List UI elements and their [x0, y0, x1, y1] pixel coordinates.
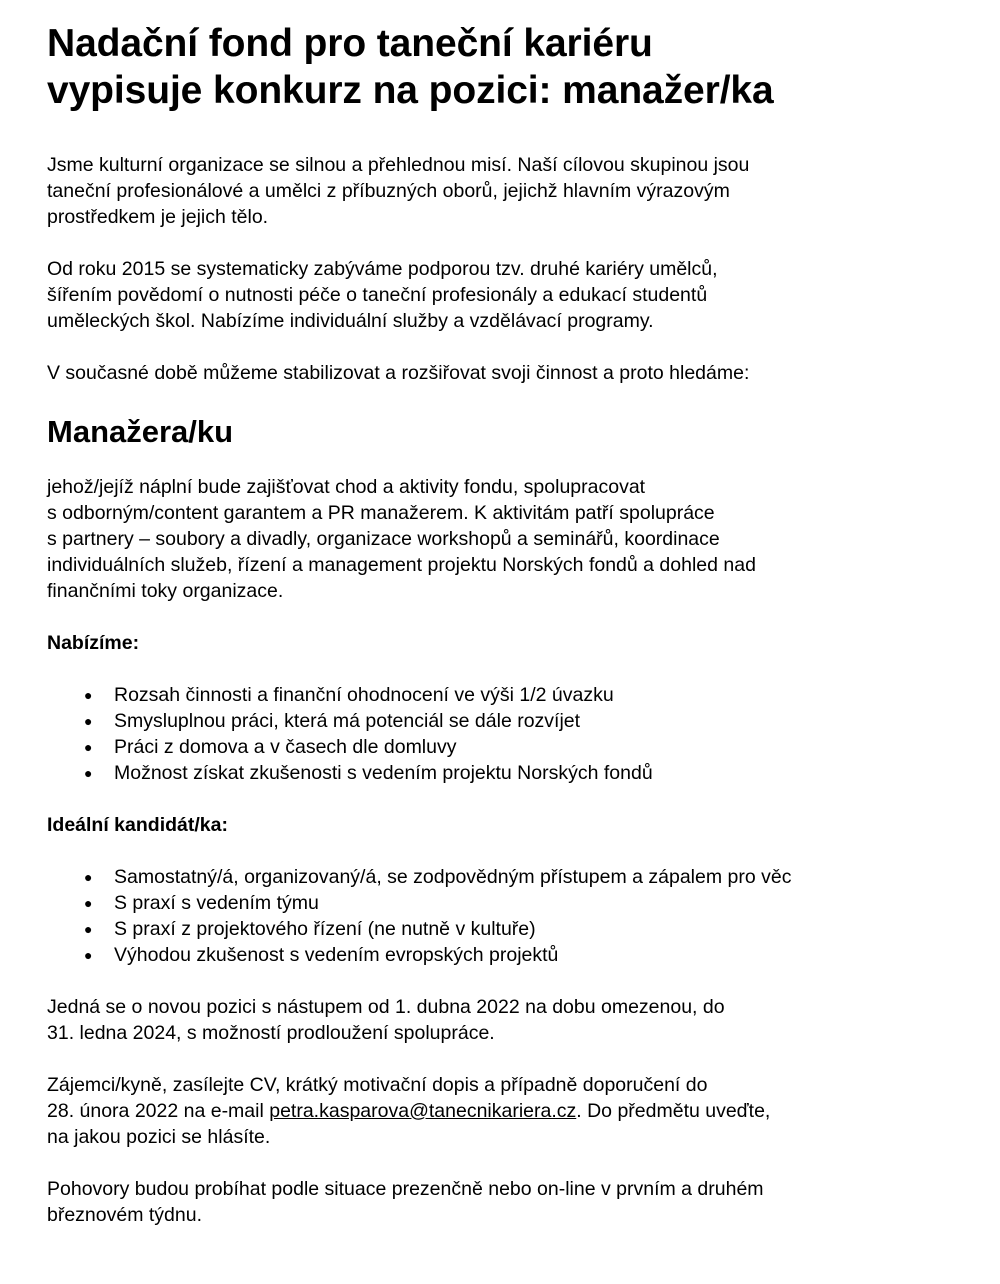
page-title	[47, 20, 947, 114]
list-item: ● Práci z domova a v časech dle domluvy	[84, 736, 457, 758]
list-item: ● S praxí z projektového řízení (ne nutně v kultuře)	[84, 918, 536, 940]
position-description: jehož/jejíž náplní bude zajišťovat chod a aktivity fondu, spolupracovat s odborným/content garantem a PR manažerem. K aktivitám patří spolupráce s partnery – soubory a divadly, organizace workshopů a seminářů, koordinace individuálních služeb, řízení a management projektu Norských fondů a dohled nad finančními toky organizace.	[47, 476, 756, 602]
offer-list	[47, 682, 947, 786]
interview-paragraph: Pohovory budou probíhat podle situace prezenčně nebo on-line v prvním a druhém březnovém týdnu.	[47, 1178, 764, 1226]
bullet-icon: ●	[84, 713, 93, 729]
bullet-icon: ●	[84, 687, 93, 703]
intro-paragraph-2: Od roku 2015 se systematicky zabýváme podporou tzv. druhé kariéry umělců, šířením povědomí o nutnosti péče o taneční profesionály a edukací studentů uměleckých škol. Nabízíme individuální služby a vzdělávací programy.	[47, 258, 718, 332]
list-item: ● Samostatný/á, organizovaný/á, se zodpovědným přístupem a zápalem pro věc	[84, 866, 792, 888]
bullet-icon: ●	[84, 895, 93, 911]
list-item: ● Výhodou zkušenost s vedením evropských projektů	[84, 944, 559, 966]
apply-paragraph: Zájemci/kyně, zasílejte CV, krátký motivační dopis a případně doporučení do 28. února 2022 na e-mail petra.kasparova@tanecnikariera.cz. Do předmětu uveďte, na jakou pozici se hlásíte.	[47, 1074, 771, 1148]
candidate-list	[47, 864, 947, 968]
intro-paragraph-1: Jsme kulturní organizace se silnou a přehlednou misí. Naší cílovou skupinou jsou taneční profesionálové a umělci z příbuzných oborů, jejichž hlavním výrazovým prostředkem je jejich tělo.	[47, 154, 750, 228]
list-item: ● S praxí s vedením týmu	[84, 892, 319, 914]
bullet-icon: ●	[84, 765, 93, 781]
term-paragraph: Jedná se o novou pozici s nástupem od 1. dubna 2022 na dobu omezenou, do 31. ledna 2024, s možností prodloužení spolupráce.	[47, 996, 725, 1044]
title-line-1: Nadační fond pro taneční kariéru	[47, 22, 653, 65]
bullet-icon: ●	[84, 921, 93, 937]
document-page	[47, 20, 947, 1228]
list-item: ● Rozsah činnosti a finanční ohodnocení ve výši 1/2 úvazku	[84, 684, 614, 706]
email-link[interactable]: petra.kasparova@tanecnikariera.cz	[269, 1100, 577, 1122]
list-item: ● Možnost získat zkušenosti s vedením projektu Norských fondů	[84, 762, 653, 784]
title-line-2: vypisuje konkurz na pozici: manažer/ka	[47, 69, 774, 112]
intro-paragraph-3: V současné době můžeme stabilizovat a rozšiřovat svoji činnost a proto hledáme:	[47, 362, 750, 384]
bullet-icon: ●	[84, 739, 93, 755]
position-heading: Manažera/ku	[47, 414, 234, 449]
bullet-icon: ●	[84, 947, 93, 963]
bullet-icon: ●	[84, 869, 93, 885]
list-item: ● Smysluplnou práci, která má potenciál se dále rozvíjet	[84, 710, 581, 732]
offer-label: Nabízíme:	[47, 632, 140, 654]
candidate-label: Ideální kandidát/ka:	[47, 814, 228, 836]
